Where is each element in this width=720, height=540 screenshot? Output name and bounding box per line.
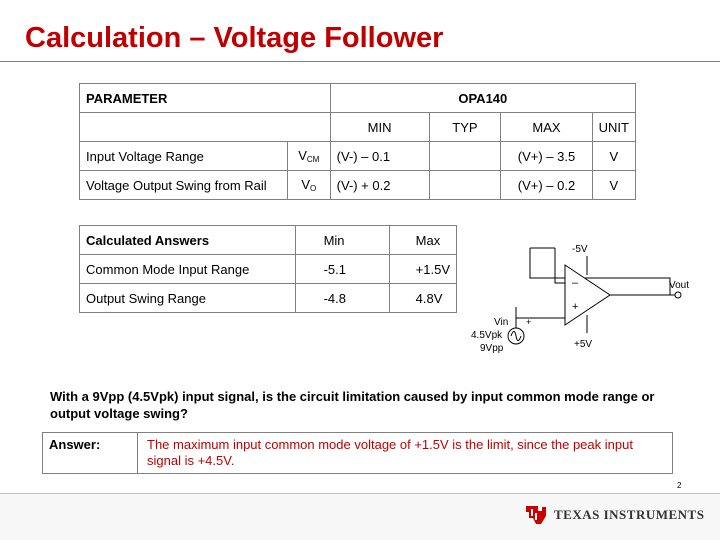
symbol-cell: $V_{CM}$ bbox=[287, 142, 330, 171]
calc-max-cell: 4.8V bbox=[389, 284, 456, 313]
ti-logo bbox=[524, 504, 704, 526]
header-min: MIN bbox=[330, 113, 429, 142]
source-plus-sign: + bbox=[526, 317, 532, 327]
calc-header-label: Calculated Answers bbox=[80, 226, 296, 255]
calc-header-max: Max bbox=[389, 226, 456, 255]
neg-supply-label: -5V bbox=[572, 244, 588, 255]
pos-supply-label: +5V bbox=[574, 339, 593, 350]
page-number: 2 bbox=[677, 481, 682, 490]
max-cell: (V+) – 3.5 bbox=[501, 142, 592, 171]
answer-divider bbox=[137, 433, 138, 473]
unit-cell: V bbox=[592, 171, 635, 200]
output-terminal-icon bbox=[675, 292, 681, 298]
header-typ: TYP bbox=[429, 113, 501, 142]
param-cell: Input Voltage Range bbox=[80, 142, 288, 171]
header-device: OPA140 bbox=[330, 84, 635, 113]
typ-cell bbox=[429, 171, 501, 200]
table-row bbox=[80, 255, 457, 284]
header-max: MAX bbox=[501, 113, 592, 142]
vin-peak-label: 4.5Vpk bbox=[471, 330, 503, 341]
min-cell: (V-) – 0.1 bbox=[330, 142, 429, 171]
question-text: With a 9Vpp (4.5Vpk) input signal, is the circuit limitation caused by input common mode range or output voltage swing? bbox=[50, 389, 655, 421]
vout-label: Vout bbox=[669, 280, 690, 291]
answer-label: Answer: bbox=[49, 437, 101, 452]
param-cell: Voltage Output Swing from Rail bbox=[80, 171, 288, 200]
table-row bbox=[80, 284, 457, 313]
answer-box bbox=[42, 432, 673, 474]
calc-header-min: Min bbox=[295, 226, 389, 255]
calculated-table bbox=[79, 225, 457, 313]
voltage-follower-schematic bbox=[470, 228, 700, 363]
calc-label-cell: Common Mode Input Range bbox=[80, 255, 296, 284]
calc-min-cell: -4.8 bbox=[295, 284, 389, 313]
slide-title: Calculation – Voltage Follower bbox=[25, 22, 444, 54]
header-blank bbox=[80, 113, 331, 142]
calc-min-cell: -5.1 bbox=[295, 255, 389, 284]
table-row bbox=[80, 142, 636, 171]
min-cell: (V-) + 0.2 bbox=[330, 171, 429, 200]
typ-cell bbox=[429, 142, 501, 171]
table-row bbox=[80, 171, 636, 200]
title-divider bbox=[0, 61, 720, 62]
unit-cell: V bbox=[592, 142, 635, 171]
header-parameter: PARAMETER bbox=[80, 84, 331, 113]
vin-pp-label: 9Vpp bbox=[480, 343, 504, 354]
inverting-sign: – bbox=[572, 277, 579, 289]
vin-label: Vin bbox=[494, 317, 509, 328]
input-wire bbox=[516, 307, 565, 318]
header-unit: UNIT bbox=[592, 113, 635, 142]
calc-label-cell: Output Swing Range bbox=[80, 284, 296, 313]
answer-text: The maximum input common mode voltage of +1.5V is the limit, since the peak input signal is +4.5V. bbox=[147, 437, 633, 468]
ti-state-icon bbox=[524, 504, 548, 526]
max-cell: (V+) – 0.2 bbox=[501, 171, 592, 200]
symbol-cell: $V_O$ bbox=[287, 171, 330, 200]
spec-table bbox=[79, 83, 636, 200]
calc-max-cell: +1.5V bbox=[389, 255, 456, 284]
brand-wordmark: TEXAS INSTRUMENTS bbox=[554, 507, 705, 522]
noninverting-sign: + bbox=[572, 301, 579, 313]
